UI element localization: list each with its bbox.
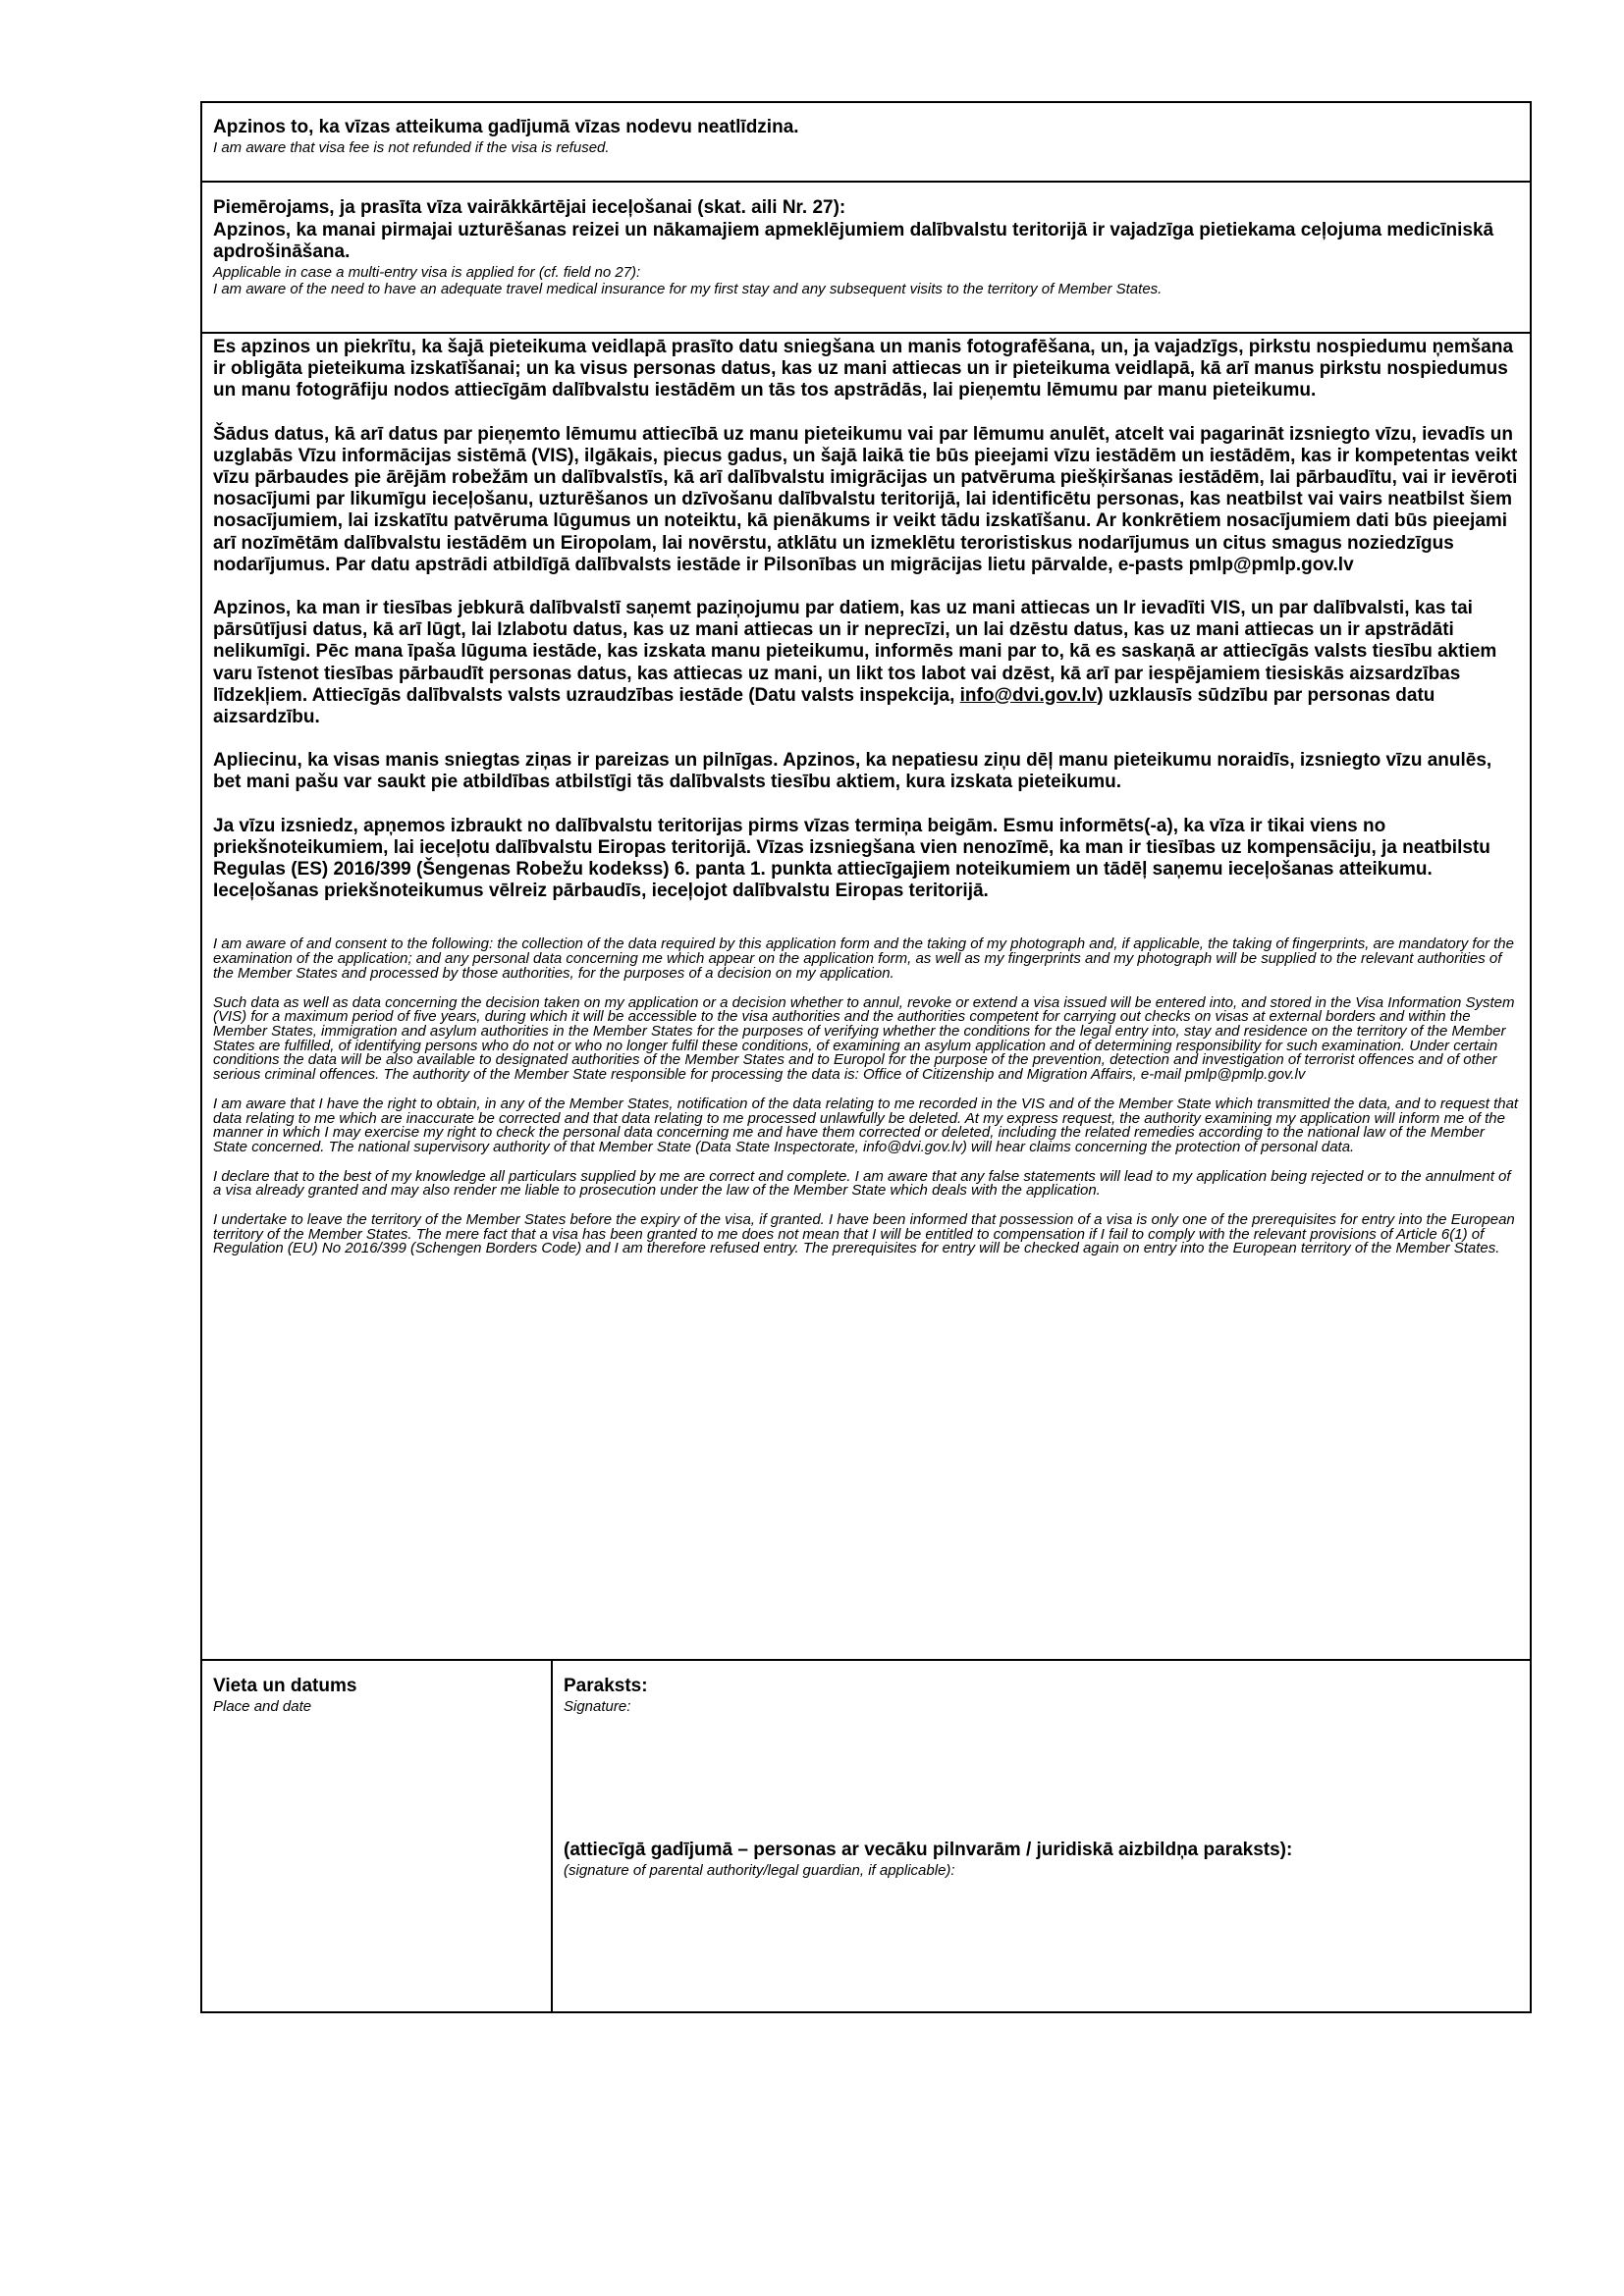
signature-label-en: Signature: xyxy=(564,1697,631,1715)
place-and-date-label-lv: Vieta un datums xyxy=(213,1676,357,1696)
consent-paragraph-en-5: I undertake to leave the territory of the Member States before the expiry of the visa, if granted. I have been informed that possession of a visa is only one of the prerequisites for entry into the European territory of the Member States. The mere fact that a visa has been granted to me does not mean that I will be entitled to compensation if I fail to comply with the relevant provisions of Article 6(1) of Regulation (EU) No 2016/399 (Schengen Borders Code) and I am therefore refused entry. The prerequisites for entry will be checked again on entry into the European territory of the Member States. xyxy=(213,1211,1515,1257)
signature-label-lv: Paraksts: xyxy=(564,1676,648,1696)
consent-paragraph-lv-3 xyxy=(213,598,1519,728)
consent-paragraph-lv-2: Šādus datus, kā arī datus par pieņemto lēmumu attiecībā uz manu pieteikumu vai par lēmumu anulēt, atcelt vai pagarināt izsniegto vīzu, ievadīs un uzglabās Vīzu informācijas sistēmā (VIS), ilgākais, piecus gadus, un šajā laikā tie būs pieejami vīzu iestādēm un iestādēm, kas ir kompetentas veikt vīzu pārbaudes pie ārējām robežām un dalībvalstīs, kā arī dalībvalstu imigrācijas un patvēruma piešķiršanas iestādēm, lai pārbaudītu, vai ir ievēroti nosacījumi par likumīgu ieceļošanu, uzturēšanos un dzīvošanu dalībvalstu teritorijā, lai identificētu personas, kas neatbilst vai vairs neatbilst šiem nosacījumiem, lai izskatītu patvēruma lūgumus un noteiktu, kā pienākums ir veikt tādu izskatīšanu. Ar konkrētiem nosacījumiem dati būs pieejami arī nozīmētām dalībvalstu iestādēm un Eiropolam, lai novērstu, atklātu un izmeklētu teroristiskus nodarījumus un citus smagus noziedzīgus nodarījumus. Par datu apstrādi atbildīgā dalībvalsts iestāde ir Pilsonības un migrācijas lietu pārvalde, e-pasts pmlp@pmlp.gov.lv xyxy=(213,423,1518,575)
insurance-applicable-lv: Piemērojams, ja prasīta vīza vairākkārtējai ieceļošanai (skat. aili Nr. 27): xyxy=(213,197,846,218)
consent-paragraph-lv-3-start: Apzinos, ka man ir tiesības jebkurā dalībvalstī saņemt paziņojumu par datiem, kas uz mani attiecas un Ir ievadīti VIS, un par dalībvalsti, kas tai pārsūtījusi datus, kā arī lūgt, lai Izlabotu datus, kas uz mani attiecas un ir neprecīzi, un lai dzēstu datus, kas uz mani attiecas un ir apstrādāti nelikumīgi. Pēc mana īpaša lūguma iestāde, kas izskata manu pieteikumu, informēs mani par to, kā es saskaņā ar attiecīgās valsts tiesību aktiem varu īstenot tiesības pārbaudīt personas datus, kas attiecas uz mani, un likt tos labot vai dzēst, kā arī par iespējamiem tiesiskās aizsardzības līdzekļiem. Attiecīgās dalībvalsts valsts uzraudzības iestāde (Datu valsts inspekcija, xyxy=(213,598,1497,706)
visa-fee-text-lv: Apzinos to, ka vīzas atteikuma gadījumā vīzas nodevu neatlīdzina. xyxy=(213,117,799,137)
place-and-date-label-en: Place and date xyxy=(213,1697,312,1715)
insurance-section xyxy=(202,183,1530,334)
guardian-signature-label-en: (signature of parental authority/legal guardian, if applicable): xyxy=(564,1861,955,1879)
guardian-signature-field[interactable] xyxy=(564,1840,1519,1879)
consent-english-block xyxy=(213,937,1519,1256)
dvi-email-link[interactable]: info@dvi.gov.lv xyxy=(959,684,1098,706)
visa-declaration-form xyxy=(200,101,1532,2013)
insurance-statement-en: I am aware of the need to have an adequate travel medical insurance for my first stay and any subsequent visits to the territory of Member States. xyxy=(213,280,1163,297)
consent-paragraph-lv-1: Es apzinos un piekrītu, ka šajā pieteikuma veidlapā prasīto datu sniegšana un manis fotografēšana, un, ja vajadzīgs, pirkstu nospiedumu ņemšana ir obligāta pieteikuma izskatīšanai; un ka visus personas datus, kas uz mani attiecas un ir pieteikuma veidlapā, kā arī manus pirkstu nospiedumus un manu fotogrāfiju nodos attiecīgām dalībvalstu iestādēm un tās tos apstrādās, lai pieņemtu lēmumu par manu pieteikumu. xyxy=(213,337,1514,401)
visa-fee-section xyxy=(202,103,1530,183)
consent-paragraph-en-4: I declare that to the best of my knowledge all particulars supplied by me are correct and complete. I am aware that any false statements will lead to my application being rejected or to the annulment of a visa already granted and may also render me liable to prosecution under the law of the Member State which deals with the application. xyxy=(213,1167,1511,1200)
guardian-signature-label-lv: (attiecīgā gadījumā – personas ar vecāku pilnvarām / juridiskā aizbildņa paraksts): xyxy=(564,1840,1293,1860)
consent-paragraph-en-3: I am aware that I have the right to obtain, in any of the Member States, notification of the data relating to me recorded in the VIS and of the Member State which transmitted the data, and to request that data relating to me which are inaccurate be corrected and that data relating to me processed unlawfully be deleted. At my express request, the authority examining my application will inform me of the manner in which I may exercise my right to check the personal data concerning me and have them corrected or deleted, including the related remedies according to the national law of the Member State concerned. The national supervisory authority of that Member State (Data State Inspectorate, info@dvi.gov.lv) will hear claims concerning the protection of personal data. xyxy=(213,1095,1519,1155)
consent-paragraph-lv-4: Apliecinu, ka visas manis sniegtas ziņas ir pareizas un pilnīgas. Apzinos, ka nepatiesu ziņu dēļ manu pieteikumu noraidīs, izsniegto vīzu anulēs, bet mani pašu var saukt pie atbildības atbilstīgi tās dalībvalsts tiesību aktiem, kura izskata pieteikumu. xyxy=(213,750,1492,793)
visa-fee-text-en: I am aware that visa fee is not refunded if the visa is refused. xyxy=(213,138,610,156)
consent-section xyxy=(202,334,1530,1661)
insurance-statement-lv: Apzinos, ka manai pirmajai uzturēšanas reizei un nākamajiem apmeklējumiem dalībvalstu teritorijā ir vajadzīga pietiekama ceļojuma medicīniskā apdrošināšana. xyxy=(213,219,1494,262)
consent-paragraph-en-1: I am aware of and consent to the following: the collection of the data required by this application form and the taking of my photograph and, if applicable, the taking of fingerprints, are mandatory for the examination of the application; and any personal data concerning me which appear on the application form, as well as my fingerprints and my photograph will be supplied to the relevant authorities of the Member States and processed by those authorities, for the purposes of a decision on my application. xyxy=(213,935,1514,982)
consent-paragraph-lv-3-end: ) uzklausīs sūdzību par personas datu aizsardzību. xyxy=(213,684,1435,728)
insurance-applicable-en: Applicable in case a multi-entry visa is applied for (cf. field no 27): xyxy=(213,263,641,281)
signature-section xyxy=(202,1661,1530,2011)
consent-paragraph-lv-5: Ja vīzu izsniedz, apņemos izbraukt no dalībvalstu teritorijas pirms vīzas termiņa beigām. Esmu informēts(-a), ka vīza ir tikai viens no priekšnoteikumiem, lai ieceļotu dalībvalstu Eiropas teritorijā. Vīzas izsniegšana vien nenozīmē, ka man ir tiesības uz kompensāciju, ja neatbilstu Regulas (ES) 2016/399 (Šengenas Robežu kodekss) 6. panta 1. punkta attiecīgajiem noteikumiem un tādēļ saņemu ieceļošanas atteikumu. Ieceļošanas priekšnoteikumus vēlreiz pārbaudīs, ieceļojot dalībvalstu Eiropas teritorijā. xyxy=(213,815,1490,902)
consent-paragraph-en-2: Such data as well as data concerning the decision taken on my application or a decision whether to annul, revoke or extend a visa issued will be entered into, and stored in the Visa Information System (VIS) for a maximum period of five years, during which it will be accessible to the visa authorities and the authorities competent for carrying out checks on visas at external borders and within the Member States, immigration and asylum authorities in the Member States for the purposes of verifying whether the conditions for the legal entry into, stay and residence on the territory of the Member States are fulfilled, of identifying persons who do not or who no longer fulfil these conditions, of examining an asylum application and of determining responsibility for such examination. Under certain conditions the data will be also available to designated authorities of the Member States and to Europol for the purpose of the prevention, detection and investigation of terrorist offences and of other serious criminal offences. The authority of the Member State responsible for processing the data is: Office of Citizenship and Migration Affairs, e-mail pmlp@pmlp.gov.lv xyxy=(213,993,1515,1084)
place-and-date-field[interactable] xyxy=(202,1661,553,2011)
signature-field[interactable] xyxy=(553,1661,1530,2011)
